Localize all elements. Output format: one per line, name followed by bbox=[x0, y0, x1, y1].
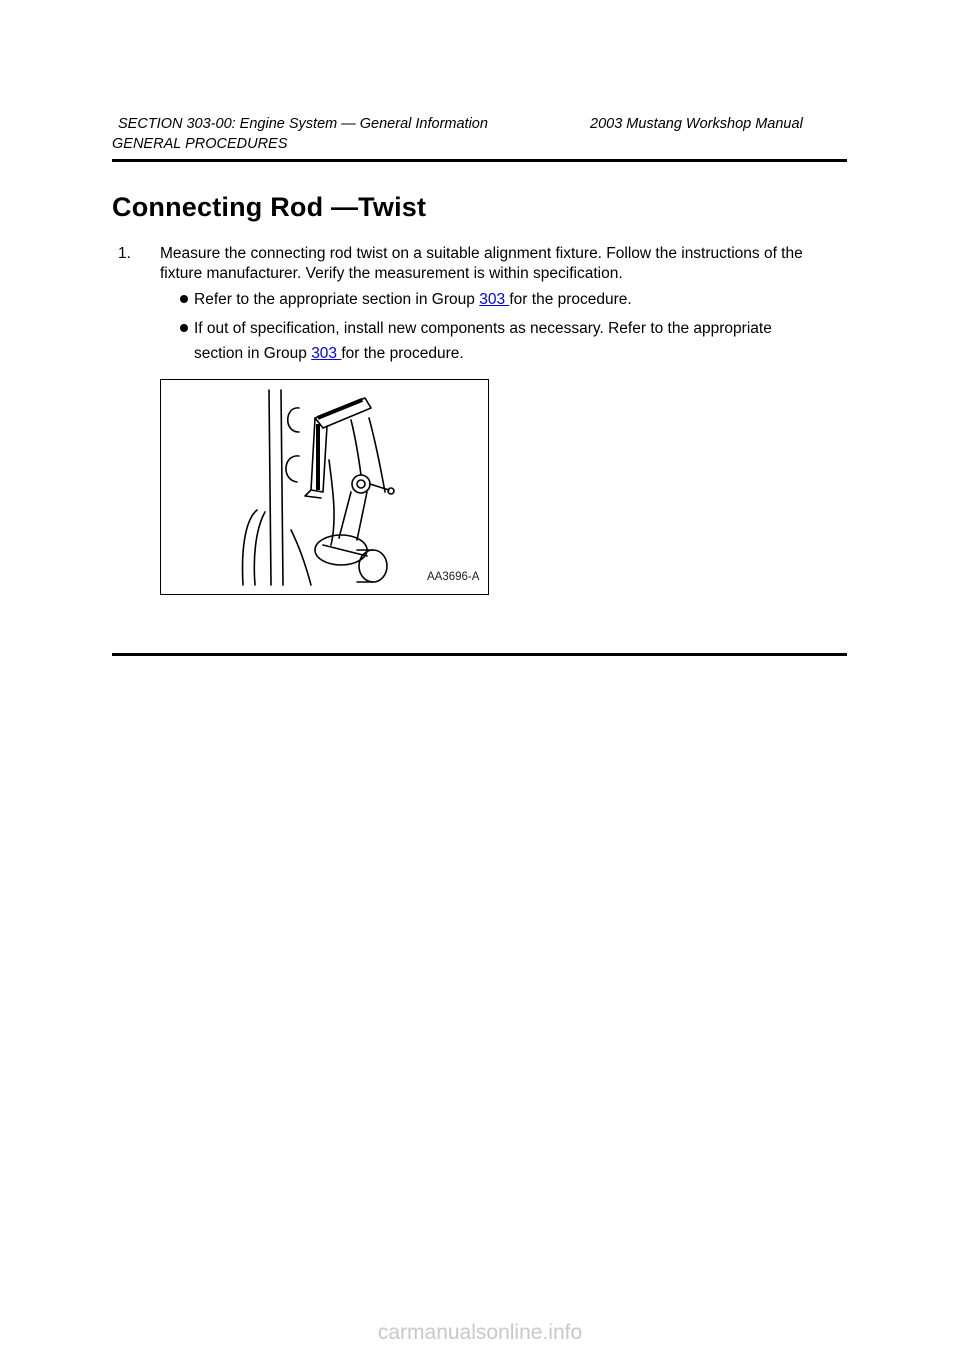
bullet-item-1 bbox=[194, 287, 834, 312]
bullet-2-text-line-1: If out of specification, install new components as necessary. Refer to the appropriate bbox=[194, 320, 772, 337]
bullet-1-text-after: for the procedure. bbox=[509, 291, 632, 308]
page-title: Connecting Rod —Twist bbox=[112, 192, 427, 222]
bullet-1-text-before: Refer to the appropriate section in Group bbox=[194, 291, 480, 308]
bullet-icon bbox=[180, 324, 188, 332]
bullet-item-2 bbox=[194, 316, 834, 366]
header-manual-title: 2003 Mustang Workshop Manual bbox=[590, 116, 803, 132]
bullet-2-text-after: for the procedure. bbox=[341, 345, 464, 362]
header-procedures-label: GENERAL PROCEDURES bbox=[112, 136, 288, 152]
bottom-divider bbox=[112, 653, 847, 656]
figure-label: AA3696-A bbox=[427, 571, 480, 583]
connecting-rod-twist-figure bbox=[160, 379, 489, 595]
bullet-icon bbox=[180, 295, 188, 303]
bullet-2-text-line-2 bbox=[194, 341, 834, 366]
step-text bbox=[160, 244, 850, 284]
group-303-link[interactable]: 303 bbox=[311, 345, 342, 362]
step-number: 1. bbox=[118, 245, 131, 262]
group-303-link[interactable]: 303 bbox=[479, 291, 510, 308]
step-text-line-1: Measure the connecting rod twist on a suitable alignment fixture. Follow the instructions of the bbox=[160, 245, 803, 262]
step-text-line-2: fixture manufacturer. Verify the measurement is within specification. bbox=[160, 265, 623, 282]
watermark-text: carmanualsonline.info bbox=[377, 1321, 583, 1344]
top-divider bbox=[112, 159, 847, 162]
header-section-title: SECTION 303-00: Engine System — General Information bbox=[118, 116, 488, 132]
alignment-fixture-illustration bbox=[161, 380, 488, 594]
bullet-2-text-before: section in Group bbox=[194, 345, 312, 362]
